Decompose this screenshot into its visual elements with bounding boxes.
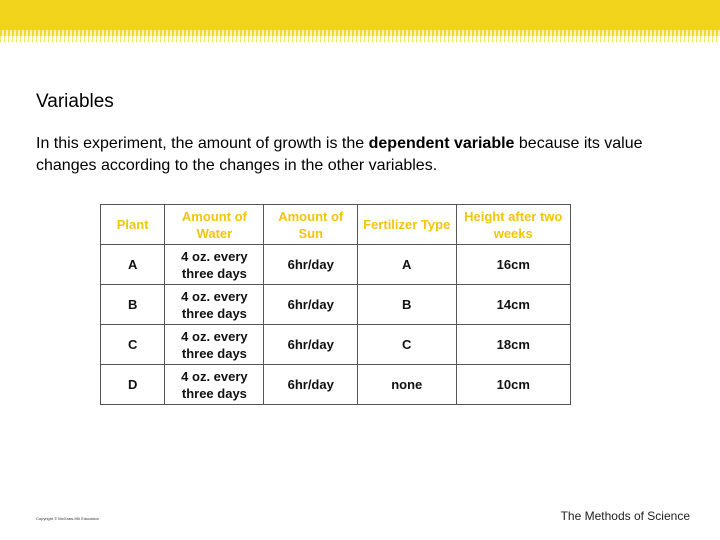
intro-text-before: In this experiment, the amount of growth is the [36, 135, 369, 152]
top-accent-band [0, 0, 720, 30]
header-plant: Plant [101, 205, 165, 245]
cell-fertilizer: C [357, 325, 456, 365]
cell-height: 14cm [456, 285, 571, 325]
cell-plant: D [101, 365, 165, 405]
cell-water: 4 oz. every three days [165, 365, 264, 405]
cell-sun: 6hr/day [264, 325, 358, 365]
cell-height: 18cm [456, 325, 571, 365]
cell-fertilizer: B [357, 285, 456, 325]
cell-plant: B [101, 285, 165, 325]
table-header-row [101, 205, 571, 245]
header-height: Height after two weeks [456, 205, 571, 245]
cell-water: 4 oz. every three days [165, 245, 264, 285]
table-row [101, 365, 571, 405]
cell-height: 10cm [456, 365, 571, 405]
cell-height: 16cm [456, 245, 571, 285]
intro-text [36, 133, 686, 177]
slide-title: Variables [36, 91, 114, 112]
cell-sun: 6hr/day [264, 245, 358, 285]
header-fertilizer: Fertilizer Type [357, 205, 456, 245]
header-sun: Amount of Sun [264, 205, 358, 245]
intro-text-after: because its value changes according to the changes in the other variables. [36, 135, 643, 174]
cell-plant: C [101, 325, 165, 365]
footer-topic: The Methods of Science [560, 509, 690, 523]
cell-sun: 6hr/day [264, 285, 358, 325]
table-row [101, 285, 571, 325]
cell-fertilizer: none [357, 365, 456, 405]
header-water: Amount of Water [165, 205, 264, 245]
cell-sun: 6hr/day [264, 365, 358, 405]
copyright-notice: Copyright © McGraw-Hill Education [36, 516, 99, 521]
cell-water: 4 oz. every three days [165, 325, 264, 365]
table-row [101, 245, 571, 285]
experiment-table [100, 204, 571, 405]
cell-water: 4 oz. every three days [165, 285, 264, 325]
top-accent-fade-light [0, 36, 720, 42]
intro-text-bold: dependent variable [368, 135, 515, 152]
cell-fertilizer: A [357, 245, 456, 285]
cell-plant: A [101, 245, 165, 285]
table-row [101, 325, 571, 365]
